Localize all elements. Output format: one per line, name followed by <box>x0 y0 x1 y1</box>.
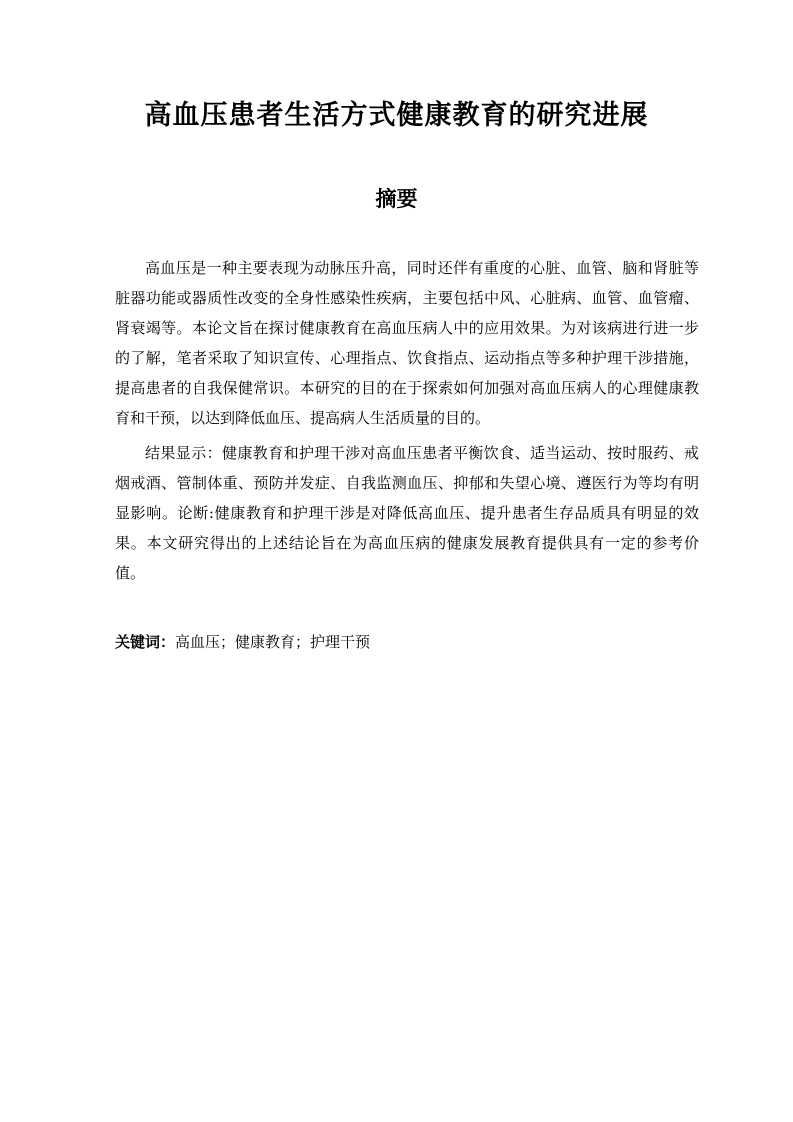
keywords-value: 高血压；健康教育；护理干预 <box>175 633 371 651</box>
abstract-paragraph-2: 结果显示：健康教育和护理干涉对高血压患者平衡饮食、适当运动、按时服药、戒烟戒酒、管制体重、预防并发症、自我监测血压、抑郁和失望心境、遵医行为等均有明显影响。论断:健康教育和护理干涉是对降低高血压、提升患者生存品质具有明显的效果。本文研究得出的上述结论旨在为高血压病的健康发展教育提供具有一定的参考价值。 <box>115 444 699 582</box>
abstract-paragraph-1: 高血压是一种主要表现为动脉压升高，同时还伴有重度的心脏、血管、脑和肾脏等脏器功能或器质性改变的全身性感染性疾病，主要包括中风、心脏病、血管、血管瘤、肾衰竭等。本论文旨在探讨健康教育在高血压病人中的应用效果。为对该病进行进一步的了解，笔者采取了知识宣传、心理指点、饮食指点、运动指点等多种护理干涉措施，提高患者的自我保健常识。本研究的目的在于探索如何加强对高血压病人的心理健康教育和干预，以达到降低血压、提高病人生活质量的目的。 <box>115 259 699 427</box>
page-title: 高血压患者生活方式健康教育的研究进展 <box>144 100 649 131</box>
abstract-heading: 摘要 <box>375 186 418 211</box>
keywords-label: 关键词： <box>115 633 176 651</box>
keywords-line <box>115 628 699 656</box>
